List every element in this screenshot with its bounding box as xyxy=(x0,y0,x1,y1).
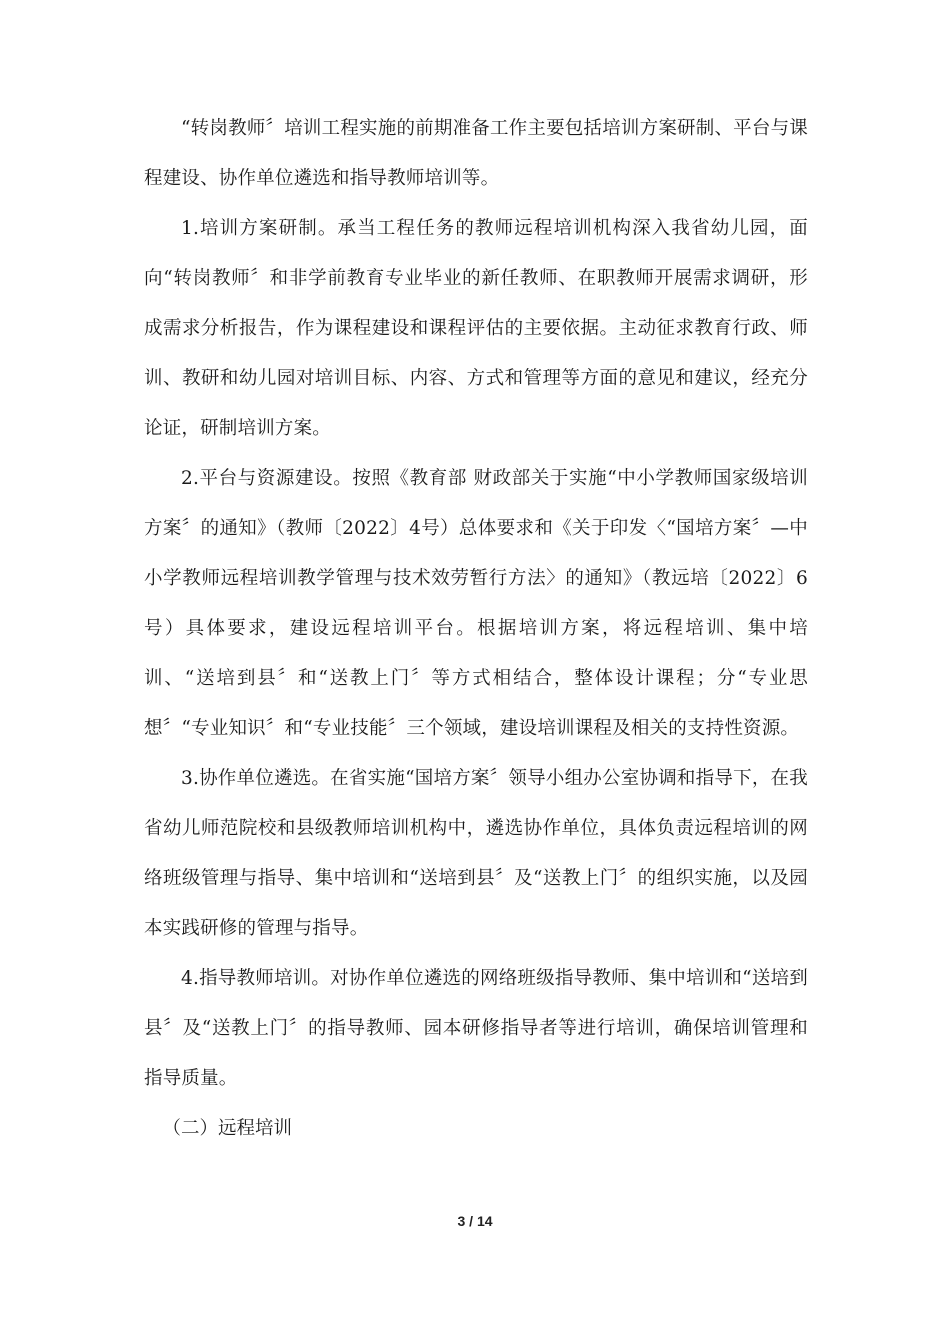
section-heading: （二）远程培训 xyxy=(162,1118,293,1139)
paragraph-instructor-training: 4.指导教师培训。对协作单位遴选的网络班级指导教师、集中培训和“送培到县〞及“送教上门〞的指导教师、园本研修指导者等进行培训，确保培训管理和指导质量。 xyxy=(144,968,808,1089)
document-body xyxy=(144,104,808,1154)
paragraph-platform-resources: 2.平台与资源建设。按照《教育部 财政部关于实施“中小学教师国家级培训方案〞的通知》（教师〔2022〕4号）总体要求和《关于印发〈“国培方案〞—中小学教师远程培训教学管理与技术效劳暂行方法〉的通知》（教远培〔2022〕6号）具体要求，建设远程培训平台。根据培训方案，将远程培训、集中培训、“送培到县〞和“送教上门〞等方式相结合，整体设计课程；分“专业思想〞“专业知识〞和“专业技能〞三个领域，建设培训课程及相关的支持性资源。 xyxy=(144,468,808,739)
paragraph-training-plan: 1.培训方案研制。承当工程任务的教师远程培训机构深入我省幼儿园，面向“转岗教师〞和非学前教育专业毕业的新任教师、在职教师开展需求调研，形成需求分析报告，作为课程建设和课程评估的主要依据。主动征求教育行政、师训、教研和幼儿园对培训目标、内容、方式和管理等方面的意见和建议，经充分论证，研制培训方案。 xyxy=(144,218,808,439)
paragraph-partner-selection: 3.协作单位遴选。在省实施“国培方案〞领导小组办公室协调和指导下，在我省幼儿师范院校和县级教师培训机构中，遴选协作单位，具体负责远程培训的网络班级管理与指导、集中培训和“送培到县〞及“送教上门〞的组织实施，以及园本实践研修的管理与指导。 xyxy=(144,768,808,939)
paragraph-intro: “转岗教师〞培训工程实施的前期准备工作主要包括培训方案研制、平台与课程建设、协作单位遴选和指导教师培训等。 xyxy=(144,118,808,189)
page-number: 3 / 14 xyxy=(457,1213,493,1229)
